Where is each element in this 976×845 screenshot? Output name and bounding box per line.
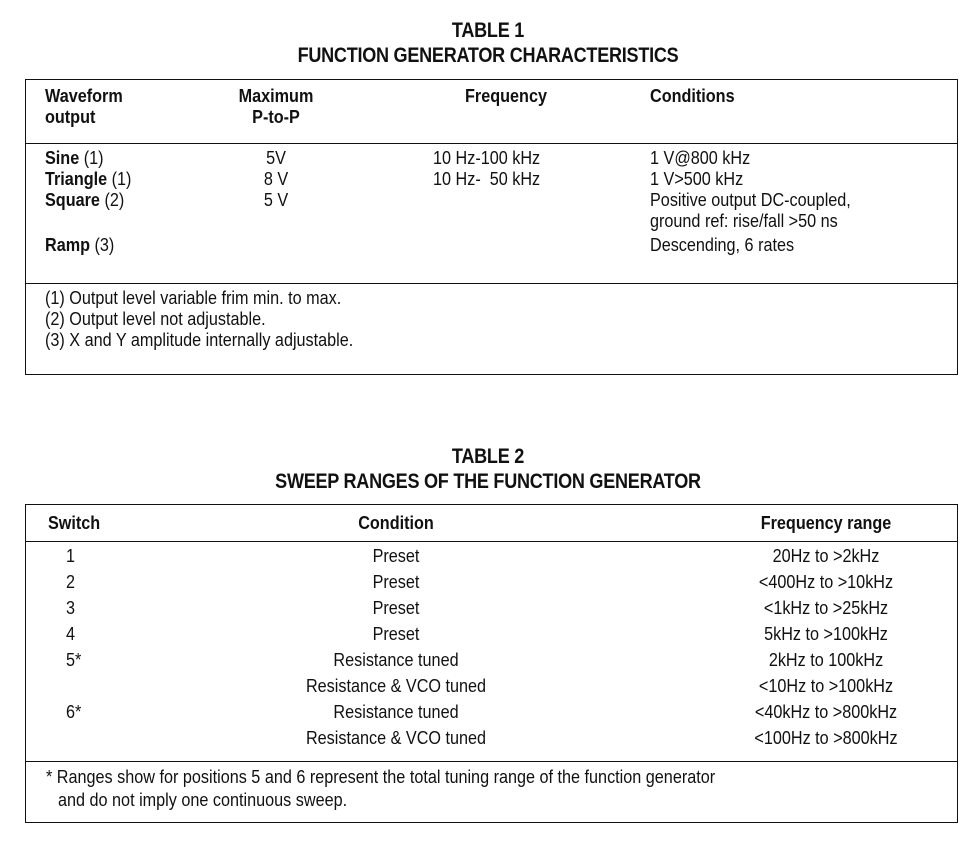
table2-condition-cell: Preset: [372, 598, 420, 618]
waveform-name: Triangle: [45, 169, 108, 189]
table2-footnote-line2: and do not imply one continuous sweep.: [58, 790, 348, 810]
table1-footnote-1: (1) Output level variable frim min. to max.: [45, 288, 342, 308]
waveform-name: Ramp: [45, 235, 91, 255]
table1-header-maximum-line2: P-to-P: [252, 107, 300, 127]
table2: [25, 504, 958, 823]
table2-frequency-range-cell: <100Hz to >800kHz: [754, 728, 898, 748]
table2-switch-cell: 5*: [66, 650, 82, 670]
waveform-note: (1): [111, 169, 132, 189]
table1-header-divider: [26, 143, 957, 144]
table1-waveform-cell: [45, 190, 124, 210]
table1-frequency-cell: 10 Hz- 50 kHz: [433, 169, 541, 189]
waveform-note: (1): [83, 148, 104, 168]
table2-switch-cell: 2: [66, 572, 76, 592]
table1-frequency-cell: 10 Hz-100 kHz: [433, 148, 541, 168]
table1-conditions-cell-line1: Positive output DC-coupled,: [650, 190, 851, 210]
table2-footnote-divider: [26, 761, 957, 762]
table2-header-divider: [26, 541, 957, 542]
table1-maximum-cell: 8 V: [263, 169, 289, 189]
table2-header-switch: Switch: [48, 513, 101, 533]
table2-condition-cell: Preset: [372, 624, 420, 644]
table1-header-waveform-line1: Waveform: [45, 86, 123, 106]
table2-condition-cell: Preset: [372, 572, 420, 592]
table2-frequency-range-cell: 20Hz to >2kHz: [772, 546, 880, 566]
table2-switch-cell: 3: [66, 598, 76, 618]
table1-header-maximum-line1: Maximum: [238, 86, 314, 106]
table1-title: FUNCTION GENERATOR CHARACTERISTICS: [297, 44, 679, 67]
table2-footnote-line1: * Ranges show for positions 5 and 6 represent the total tuning range of the function generator: [46, 767, 716, 787]
table1-waveform-cell: [45, 235, 114, 255]
table2-switch-cell: 6*: [66, 702, 82, 722]
table1-header-frequency: Frequency: [465, 86, 547, 106]
table2-frequency-range-cell: <400Hz to >10kHz: [758, 572, 894, 592]
table2-header-frequency-range: Frequency range: [760, 513, 892, 533]
table2-condition-cell: Resistance tuned: [333, 650, 459, 670]
waveform-note: (3): [94, 235, 115, 255]
table2-title: SWEEP RANGES OF THE FUNCTION GENERATOR: [275, 470, 701, 493]
table1-maximum-cell: 5V: [266, 148, 286, 168]
table2-condition-cell: Resistance & VCO tuned: [305, 676, 487, 696]
table1-conditions-cell: 1 V>500 kHz: [650, 169, 744, 189]
table2-condition-cell: Resistance & VCO tuned: [305, 728, 487, 748]
table2-switch-cell: 1: [66, 546, 76, 566]
table2-frequency-range-cell: <1kHz to >25kHz: [763, 598, 889, 618]
table1: [25, 79, 958, 375]
table1-footnote-divider: [26, 283, 957, 284]
table2-condition-cell: Preset: [372, 546, 420, 566]
table2-frequency-range-cell: <40kHz to >800kHz: [754, 702, 898, 722]
table1-header-waveform-line2: output: [45, 107, 96, 127]
table1-waveform-cell: [45, 169, 131, 189]
waveform-note: (2): [104, 190, 125, 210]
table2-switch-cell: 4: [66, 624, 76, 644]
table1-header-conditions: Conditions: [650, 86, 735, 106]
table1-label: TABLE 1: [451, 19, 525, 42]
table2-label: TABLE 2: [451, 445, 525, 468]
table1-footnote-2: (2) Output level not adjustable.: [45, 309, 266, 329]
table2-frequency-range-cell: 2kHz to 100kHz: [768, 650, 884, 670]
table1-conditions-cell-line2: ground ref: rise/fall >50 ns: [650, 211, 838, 231]
table1-footnote-3: (3) X and Y amplitude internally adjustable.: [45, 330, 354, 350]
table2-frequency-range-cell: <10Hz to >100kHz: [758, 676, 894, 696]
waveform-name: Square: [45, 190, 100, 210]
table2-frequency-range-cell: 5kHz to >100kHz: [764, 624, 888, 644]
table1-maximum-cell: 5 V: [263, 190, 289, 210]
table2-header-condition: Condition: [358, 513, 434, 533]
table1-conditions-cell: 1 V@800 kHz: [650, 148, 751, 168]
waveform-name: Sine: [45, 148, 80, 168]
table2-condition-cell: Resistance tuned: [333, 702, 459, 722]
table1-waveform-cell: [45, 148, 104, 168]
table1-conditions-cell: Descending, 6 rates: [650, 235, 795, 255]
